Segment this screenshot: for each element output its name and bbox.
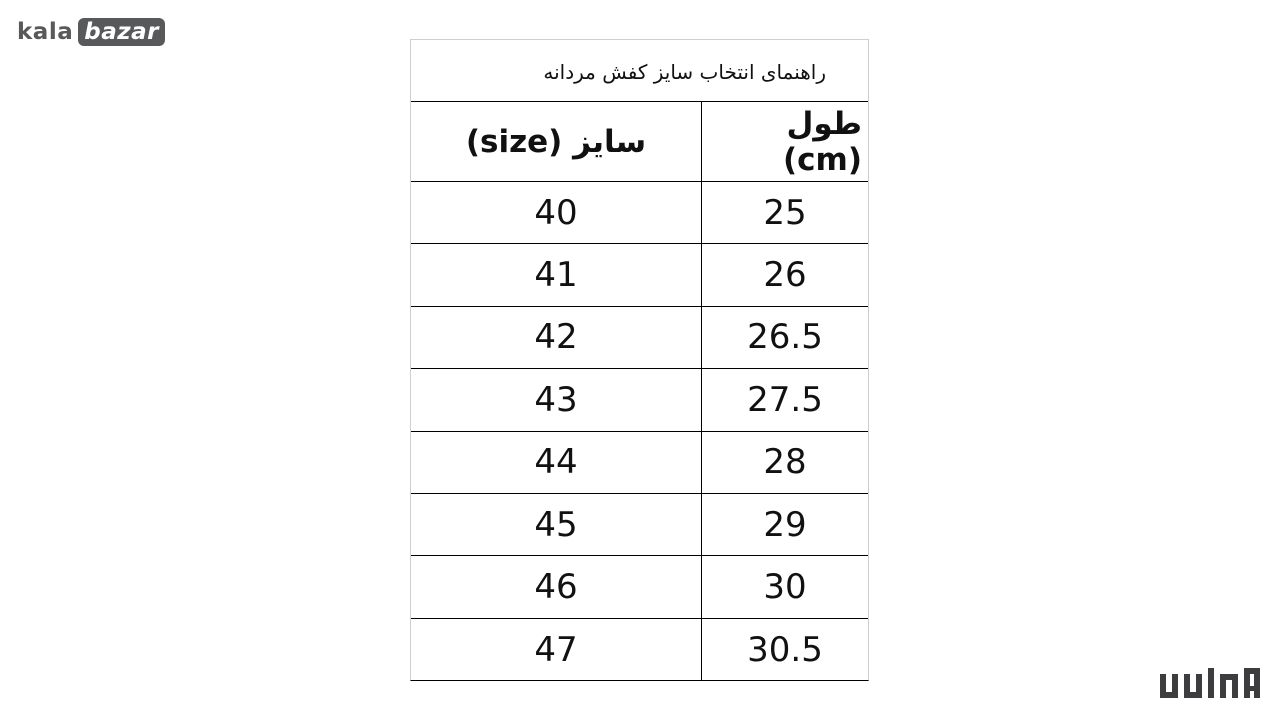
table-title: راهنمای انتخاب سایز کفش مردانه	[411, 40, 868, 102]
header-length: طول (cm)	[782, 105, 862, 178]
table-row	[411, 244, 868, 306]
length-cell: 30	[763, 567, 807, 608]
size-cell: 44	[411, 432, 702, 493]
size-cell: 43	[411, 369, 702, 430]
size-cell: 41	[411, 244, 702, 305]
table-grid	[411, 102, 868, 681]
length-cell: 29	[763, 504, 807, 545]
length-cell: 26	[763, 255, 807, 296]
length-cell: 27.5	[747, 379, 823, 420]
logo-kala-text: kala	[17, 19, 74, 45]
size-cell: 46	[411, 556, 702, 617]
table-row	[411, 494, 868, 556]
table-row	[411, 182, 868, 244]
table-row	[411, 307, 868, 369]
table-row	[411, 619, 868, 681]
header-size: سایز (size)	[411, 102, 702, 181]
table-header-row	[411, 102, 868, 182]
size-cell: 47	[411, 619, 702, 681]
size-cell: 45	[411, 494, 702, 555]
length-cell: 30.5	[747, 629, 823, 670]
kala-bazar-logo[interactable]	[17, 18, 165, 46]
length-cell: 28	[763, 442, 807, 483]
table-row	[411, 369, 868, 431]
length-cell: 26.5	[747, 317, 823, 358]
table-row	[411, 432, 868, 494]
length-cell: 25	[763, 192, 807, 233]
size-cell: 42	[411, 307, 702, 368]
logo-bazar-text: bazar	[78, 18, 165, 46]
size-cell: 40	[411, 182, 702, 243]
kalabazar-persian-logo	[1160, 664, 1260, 698]
table-row	[411, 556, 868, 618]
shoe-size-table	[410, 39, 869, 681]
